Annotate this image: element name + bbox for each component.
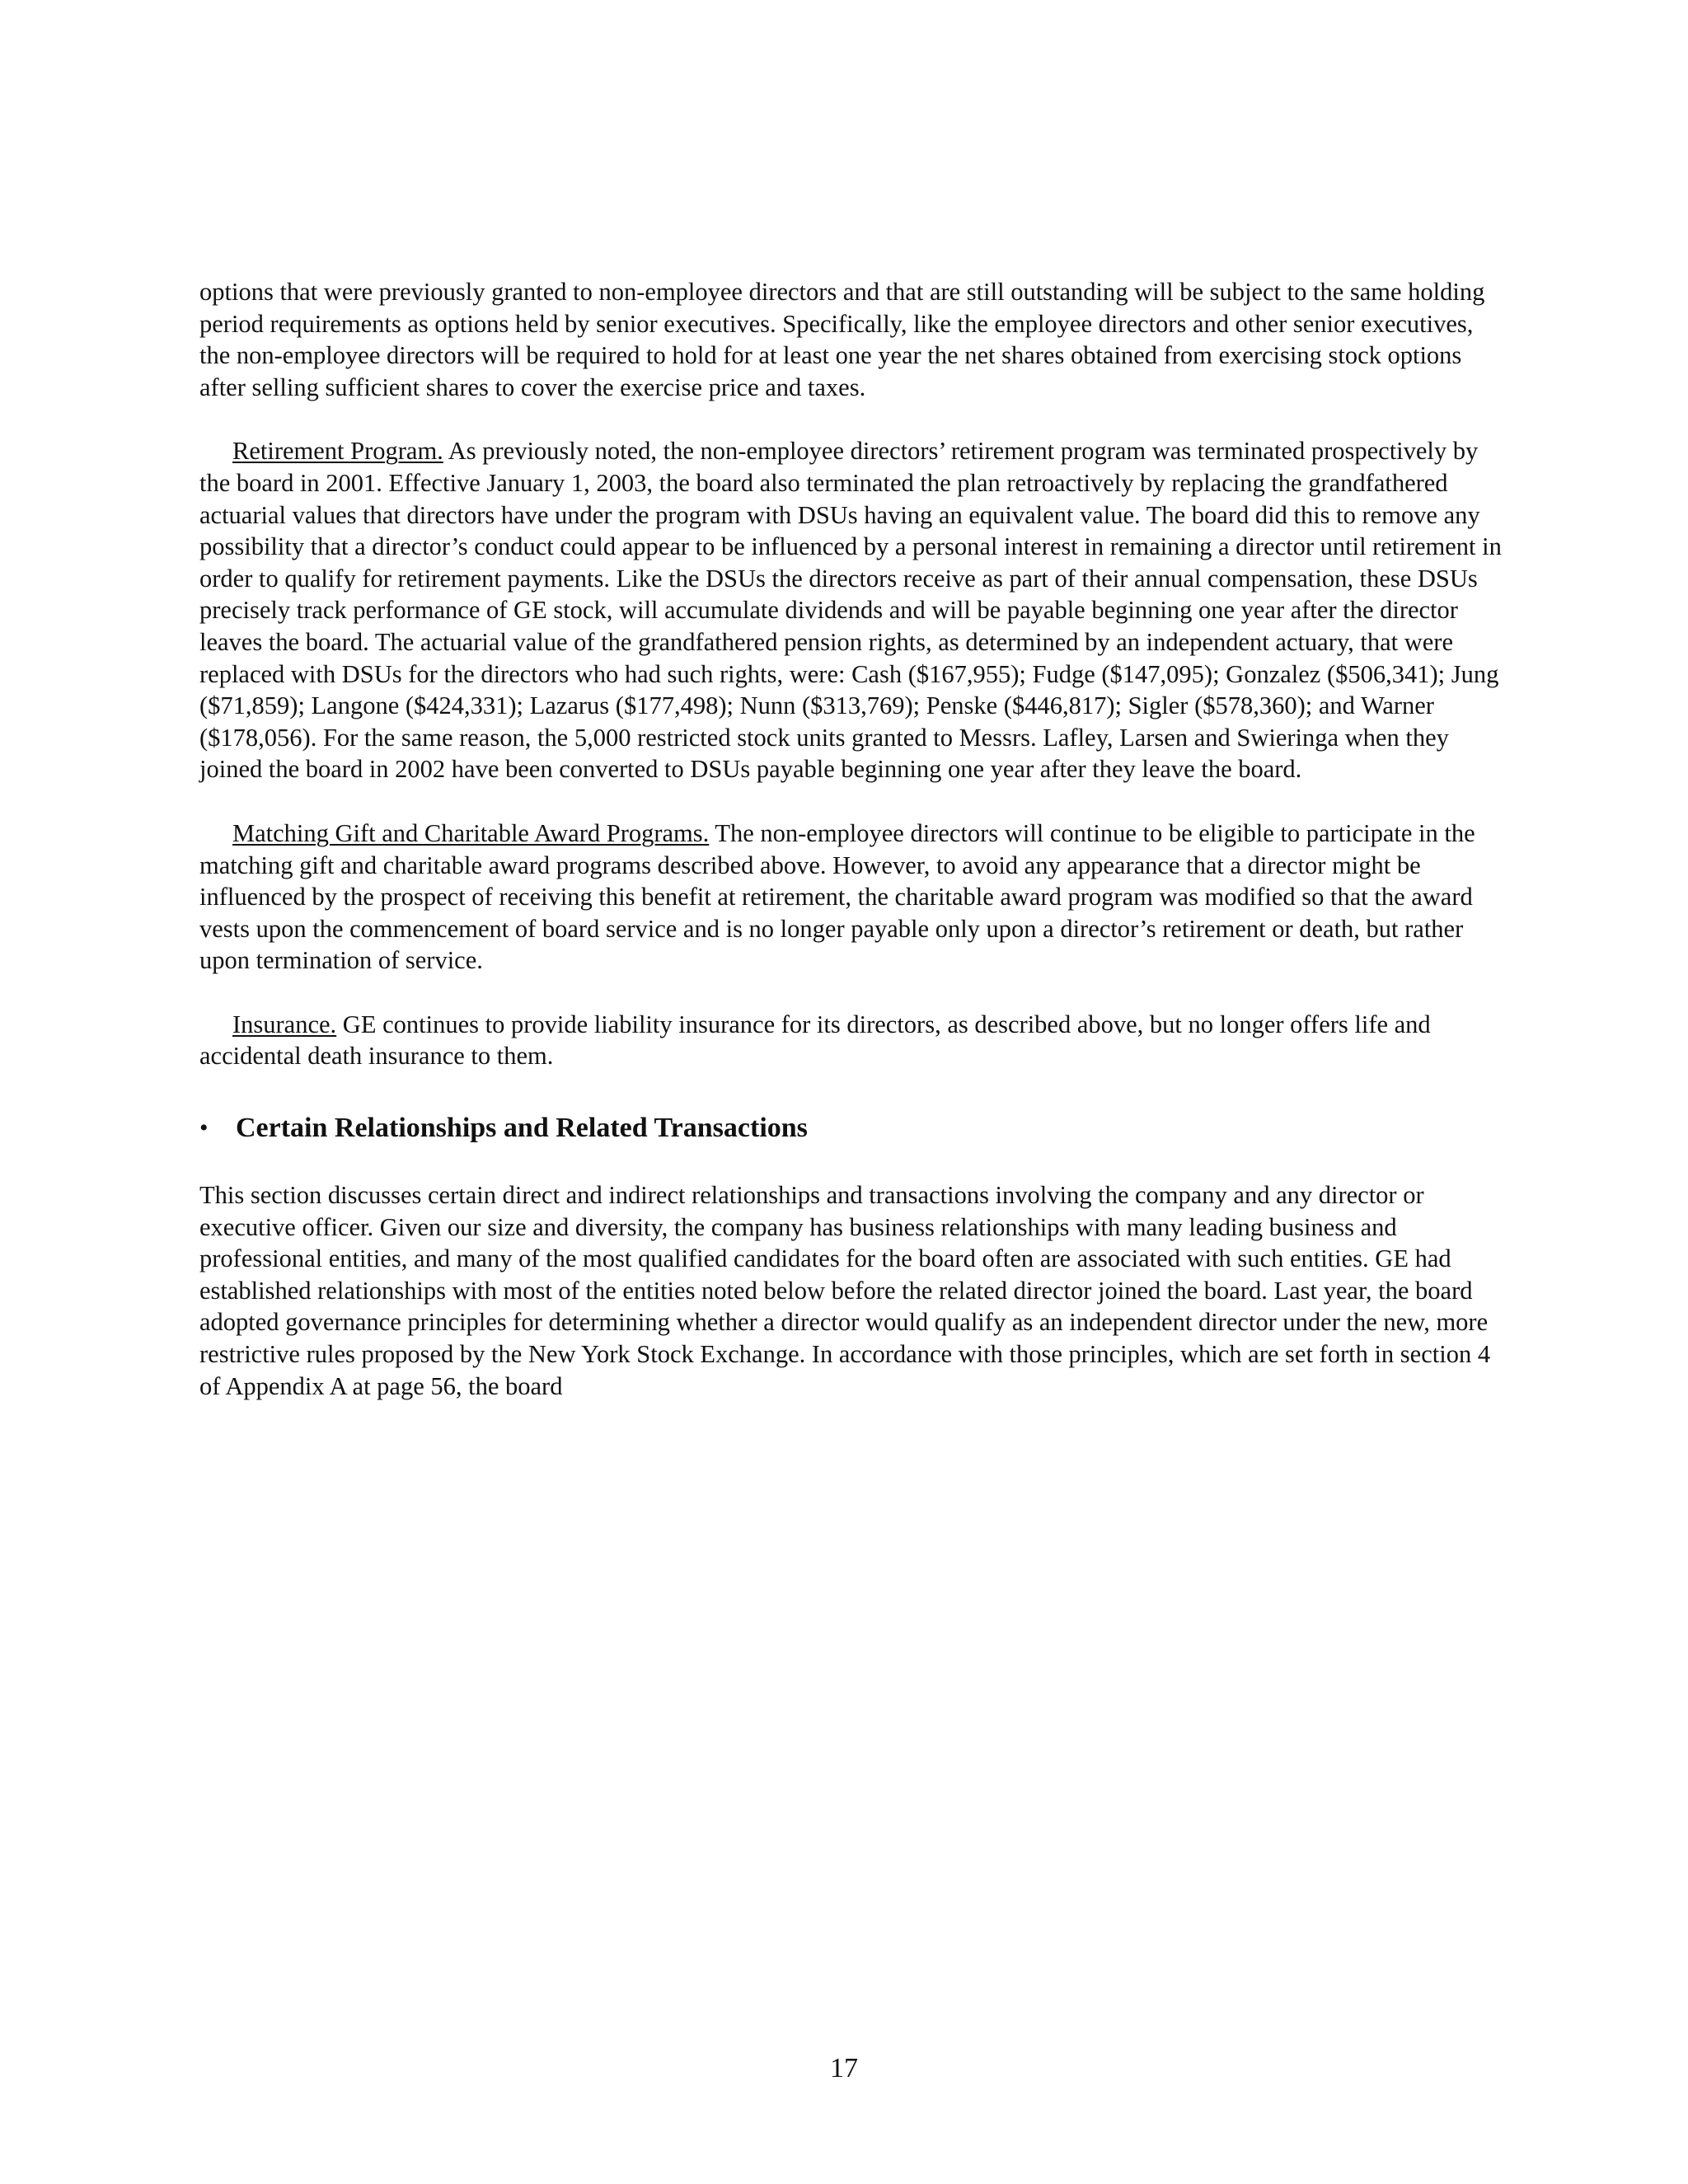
paragraph-insurance bbox=[199, 1009, 1502, 1072]
spacer bbox=[199, 785, 1502, 818]
matching-gift-body: The non-employee directors will continue to be eligible to participate in the matching gift and charitable award programs described above. However, to avoid any appearance that a director might be influenced by the prospect of receiving this benefit at retirement, the charitable award program was modified so that the award vests upon the commencement of board service and is no longer payable only upon a director’s retirement or death, but rather upon termination of service. bbox=[199, 818, 1475, 975]
paragraph-related-transactions: This section discusses certain direct and indirect relationships and transactions involving the company and any director or executive officer. Given our size and diversity, the company has business relationships with many leading business and professional entities, and many of the most qualified candidates for the board often are associated with such entities. GE had established relationships with most of the entities noted below before the related director joined the board. Last year, the board adopted governance principles for determining whether a director would qualify as an independent director under the new, more restrictive rules proposed by the New York Stock Exchange. In accordance with those principles, which are set forth in section 4 of Appendix A at page 56, the board bbox=[199, 1181, 1491, 1400]
bullet-icon: • bbox=[199, 1114, 209, 1142]
section-heading-text: Certain Relationships and Related Transactions bbox=[236, 1113, 808, 1144]
insurance-body: GE continues to provide liability insurance for its directors, as described above, but no longer offers life and accidental death insurance to them. bbox=[199, 1010, 1431, 1071]
paragraph-matching-gift bbox=[199, 818, 1502, 977]
spacer bbox=[199, 1072, 1502, 1112]
spacer bbox=[199, 977, 1502, 1009]
section-heading bbox=[199, 1112, 1502, 1145]
retirement-program-body: As previously noted, the non-employee directors’ retirement program was terminated prospectively by the board in 2001. Effective January 1, 2003, the board also terminated the plan retroactively by replacing the grandfathered actuarial values that directors have under the program with DSUs having an equivalent value. The board did this to remove any possibility that a director’s conduct could appear to be influenced by a personal interest in remaining a director until retirement in order to qualify for retirement payments. Like the DSUs the directors receive as part of their annual compensation, these DSUs precisely track performance of GE stock, will accumulate dividends and will be payable beginning one year after the director leaves the board. The actuarial value of the grandfathered pension rights, as determined by an independent actuary, that were replaced with DSUs for the directors who had such rights, were: Cash ($167,955); Fudge ($147,095); Gonzalez ($506,341); Jung ($71,859); Langone ($424,331); Lazarus ($177,498); Nunn ($313,769); Penske ($446,817); Sigler ($578,360); and Warner ($178,056). For the same reason, the 5,000 restricted stock units granted to Messrs. Lafley, Larsen and Swieringa when they joined the board in 2002 have been converted to DSUs payable beginning one year after they leave the board. bbox=[199, 437, 1502, 784]
paragraph-retirement-program bbox=[199, 435, 1502, 785]
paragraph-stock-options: options that were previously granted to non-employee directors and that are still outstanding will be subject to the same holding period requirements as options held by senior executives. Specifically, like the employee directors and other senior executives, the non-employee directors will be required to hold for at least one year the net shares obtained from exercising stock options after selling sufficient shares to cover the exercise price and taxes. bbox=[199, 278, 1485, 401]
document-body bbox=[199, 276, 1502, 1402]
page-number: 17 bbox=[830, 2053, 858, 2083]
spacer bbox=[199, 1145, 1502, 1179]
matching-gift-title: Matching Gift and Charitable Award Programs. bbox=[232, 818, 710, 847]
retirement-program-title: Retirement Program. bbox=[232, 437, 443, 466]
insurance-title: Insurance. bbox=[232, 1010, 337, 1038]
spacer bbox=[199, 403, 1502, 435]
